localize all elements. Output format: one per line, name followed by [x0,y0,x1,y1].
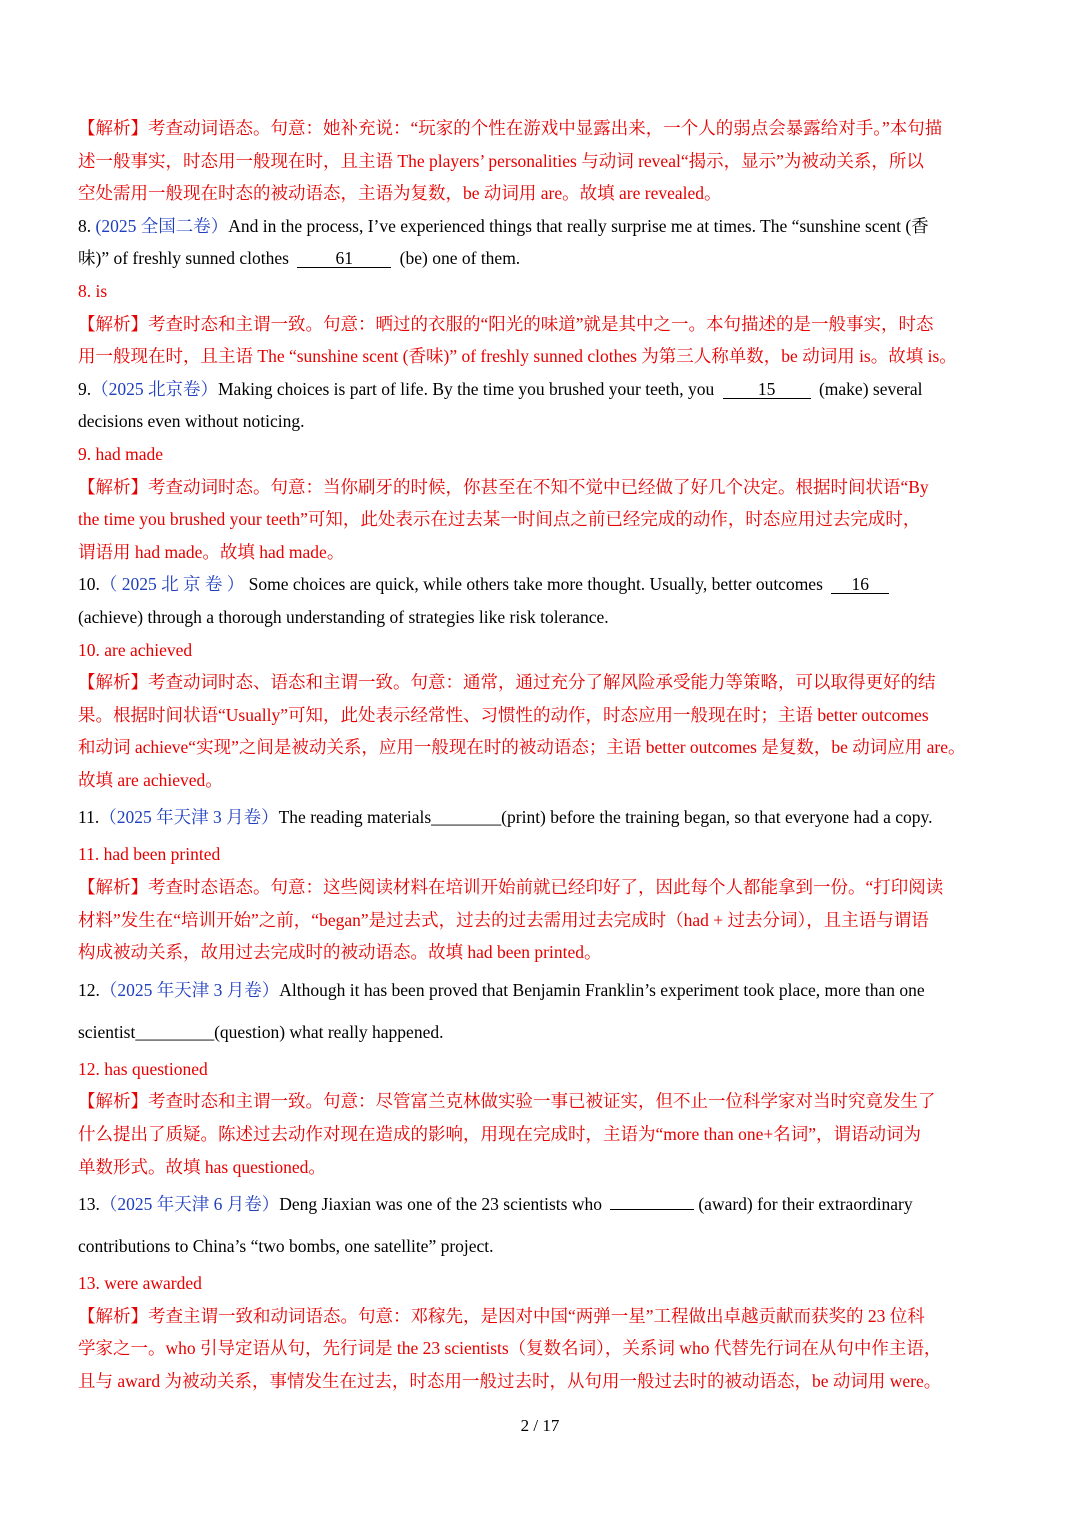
answer-blank: 16 [831,575,889,594]
source-label: （2025 年天津 6 月卷） [99,1194,280,1215]
text-line [78,1225,1028,1267]
answer-text: 材料”发生在“培训开始”之前，“began”是过去式，过去的过去需用过去完成时（had + 过去分词），且主语与谓语 [78,909,929,930]
answer-text: 【解析】考查动词语态。句意：她补充说：“玩家的个性在游戏中显露出来，一个人的弱点会暴露给对手。”本句描 [78,118,943,138]
text-line [78,145,1028,178]
text-line [78,1011,1028,1053]
page-number: 2 / 17 [520,1416,560,1435]
text-line [78,177,1028,210]
answer-text: 11. had been printed [78,844,221,865]
question-text: scientist_________(question) what really happened. [78,1021,444,1042]
text-line [78,340,1028,373]
answer-text: 构成被动关系，故用过去完成时的被动语态。故填 had been printed。 [78,942,602,963]
answer-text: 谓语用 had made。故填 had made。 [78,541,345,562]
answer-blank [610,1209,694,1210]
source-label: （2025 年天津 3 月卷） [99,979,280,1000]
text-line [78,1151,1028,1184]
question-text: decisions even without noticing. [78,411,305,432]
answer-text: 什么提出了质疑。陈述过去动作对现在造成的影响，用现在完成时，主语为“more than one+名词”，谓语动词为 [78,1124,922,1145]
text-line [78,405,1028,438]
answer-text: 用一般现在时，且主语 The “sunshine scent (香味)” of freshly sunned clothes 为第三人称单数，be 动词用 is。故填 is。 [78,346,957,367]
question-text: Although it has been proved that Benjamin Franklin’s experiment took place, more than one [279,979,925,1000]
answer-text: 10. are achieved [78,639,193,660]
answer-text: 故填 are achieved。 [78,769,223,790]
text-line [78,1183,1028,1225]
answer-text: 9. had made [78,443,164,464]
text-line [78,242,1028,275]
text-line [78,373,1028,406]
question-text: Deng Jiaxian was one of the 23 scientists who [279,1194,607,1215]
document-body [78,112,1028,1398]
answer-text: 述一般事实，时态用一般现在时，且主语 The players’ personalities 与动词 reveal“揭示，显示”为被动关系，所以 [78,150,924,171]
text-line [78,666,1028,699]
text-line [78,503,1028,536]
text-line [78,536,1028,569]
source-label: （2025 北京卷） [91,378,218,399]
answer-text: 【解析】考查主谓一致和动词语态。句意：邓稼先，是因对中国“两弹一星”工程做出卓越贡献而获奖的 23 位科 [78,1305,925,1326]
answer-text: 【解析】考查动词时态。句意：当你刷牙的时候，你甚至在不知不觉中已经做了好几个决定。根据时间状语“By [78,476,929,497]
question-text: Some choices are quick, while others take more thought. Usually, better outcomes [244,574,828,595]
question-text: 12. [78,979,100,1000]
text-line [78,568,1028,601]
text-line [78,601,1028,634]
question-text: Making choices is part of life. By the time you brushed your teeth, you [218,378,719,399]
answer-text: 【解析】考查时态和主谓一致。句意：尽管富兰克林做实验一事已被证实，但不止一位科学家对当时究竟发生了 [78,1091,936,1112]
text-line [78,838,1028,871]
text-line [78,1300,1028,1333]
question-text: 11. [78,807,100,828]
question-text: (make) several [814,378,923,399]
text-line [78,969,1028,1011]
question-text: 9. [78,378,92,399]
text-line [78,1332,1028,1365]
answer-text: the time you brushed your teeth”可知，此处表示在过去某一时间点之前已经完成的动作，时态应用过去完成时， [78,509,921,530]
answer-blank: 15 [723,380,811,399]
text-line [78,871,1028,904]
source-label: （ 2025 北 京 卷 ） [99,574,245,595]
answer-text: 【解析】考查时态语态。句意：这些阅读材料在培训开始前就已经印好了，因此每个人都能拿到一份。“打印阅读 [78,877,944,898]
answer-text: 和动词 achieve“实现”之间是被动关系，应用一般现在时的被动语态；主语 better outcomes 是复数，be 动词应用 are。 [78,737,966,758]
text-line [78,275,1028,308]
text-line [78,112,1028,145]
question-text: (be) one of them. [395,248,521,269]
source-label: （2025 年天津 3 月卷） [99,807,279,828]
text-line [78,634,1028,667]
text-line [78,1085,1028,1118]
text-line [78,438,1028,471]
answer-text: 13. were awarded [78,1273,202,1294]
text-line [78,731,1028,764]
answer-text: 学家之一。who 引导定语从句，先行词是 the 23 scientists（复数名词），关系词 who 代替先行词在从句中作主语， [78,1338,942,1359]
text-line [78,1053,1028,1086]
text-line [78,1118,1028,1151]
question-text: The reading materials________(print) before the training began, so that everyone had a copy. [278,807,933,828]
text-line [78,1365,1028,1398]
answer-text: 8. is [78,280,108,301]
question-text: And in the process, I’ve experienced things that really surprise me at times. The “sunshine scent (香 [228,215,929,236]
answer-text: 空处需用一般现在时态的被动语态，主语为复数，be 动词用 are。故填 are revealed。 [78,183,722,204]
question-text: 味)” of freshly sunned clothes [78,248,294,269]
answer-text: 【解析】考查时态和主谓一致。句意：晒过的衣服的“阳光的味道”就是其中之一。本句描述的是一般事实，时态 [78,313,934,334]
answer-text: 果。根据时间状语“Usually”可知，此处表示经常性、习惯性的动作，时态应用一般现在时；主语 better outcomes [78,704,929,725]
answer-blank: 61 [297,249,391,268]
text-line [78,1267,1028,1300]
answer-text: 且与 award 为被动关系，事情发生在过去，时态用一般过去时，从句用一般过去时的被动语态，be 动词用 were。 [78,1371,942,1391]
source-label: (2025 全国二卷） [95,215,229,236]
text-line [78,796,1028,838]
text-line [78,936,1028,969]
text-line [78,471,1028,504]
question-text: 13. [78,1194,100,1215]
text-line [78,764,1028,797]
answer-text: 单数形式。故填 has questioned。 [78,1156,326,1177]
question-text: (achieve) through a thorough understanding of strategies like risk tolerance. [78,606,609,627]
answer-text: 【解析】考查动词时态、语态和主谓一致。句意：通常，通过充分了解风险承受能力等策略，可以取得更好的结 [78,672,936,693]
text-line [78,210,1028,243]
question-text: 8. [78,215,96,236]
text-line [78,699,1028,732]
question-text: contributions to China’s “two bombs, one satellite” project. [78,1236,494,1257]
answer-text: 12. has questioned [78,1058,208,1079]
question-text: 10. [78,574,100,595]
question-text: (award) for their extraordinary [698,1194,913,1215]
text-line [78,308,1028,341]
text-line [78,904,1028,937]
